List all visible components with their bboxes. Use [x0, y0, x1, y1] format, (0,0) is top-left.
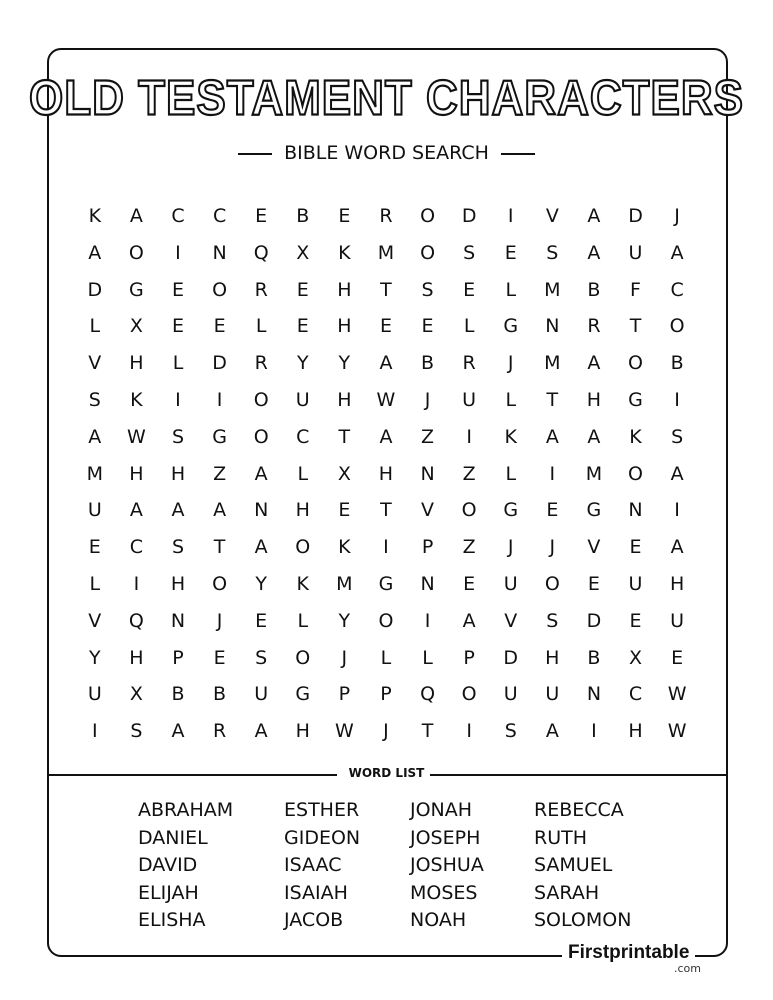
grid-letter[interactable]: G — [503, 499, 519, 522]
grid-letter[interactable]: G — [503, 315, 519, 338]
word-item: MOSES — [410, 881, 478, 904]
grid-letter[interactable]: O — [461, 683, 477, 706]
grid-letter[interactable]: H — [628, 720, 643, 743]
grid-letter[interactable]: A — [670, 241, 684, 264]
grid-letter[interactable]: I — [507, 205, 514, 227]
grid-letter[interactable]: V — [421, 499, 435, 522]
word-item: ABRAHAM — [138, 799, 234, 821]
grid-letter[interactable]: L — [172, 352, 184, 375]
grid-letter[interactable]: E — [255, 205, 268, 227]
grid-letter[interactable]: N — [212, 241, 227, 264]
grid-letter[interactable]: R — [254, 278, 268, 301]
word-item: DANIEL — [138, 826, 208, 849]
grid-letter[interactable]: M — [544, 278, 561, 301]
grid-letter[interactable]: H — [129, 462, 144, 485]
word-item: ELIJAH — [138, 881, 199, 904]
grid-letter[interactable]: E — [213, 315, 226, 338]
grid-letter[interactable]: H — [337, 278, 352, 301]
grid-letter[interactable]: H — [669, 572, 685, 595]
word-item: SOLOMON — [534, 909, 632, 931]
grid-letter[interactable]: S — [88, 388, 101, 411]
grid-letter[interactable]: A — [462, 609, 476, 632]
grid-letter[interactable]: S — [171, 425, 185, 448]
grid-letter[interactable]: F — [630, 278, 641, 301]
grid-letter[interactable]: J — [674, 205, 680, 227]
grid-letter[interactable]: A — [254, 462, 268, 485]
grid-letter[interactable]: I — [133, 572, 140, 595]
grid-letter[interactable]: I — [549, 462, 556, 485]
grid-letter[interactable]: A — [587, 205, 601, 227]
grid-letter[interactable]: W — [334, 720, 354, 743]
grid-letter[interactable]: X — [296, 241, 310, 264]
grid-letter[interactable]: E — [296, 278, 309, 301]
grid-letter[interactable]: L — [297, 462, 309, 485]
grid-letter[interactable]: A — [254, 536, 268, 559]
grid-letter[interactable]: O — [253, 425, 269, 448]
grid-letter[interactable]: A — [171, 499, 185, 522]
grid-letter[interactable]: L — [505, 388, 517, 411]
grid-letter[interactable]: L — [505, 278, 517, 301]
grid-letter[interactable]: K — [629, 425, 642, 448]
grid-letter[interactable]: C — [212, 205, 227, 227]
grid-letter[interactable]: A — [587, 241, 601, 264]
grid-letter[interactable]: R — [587, 315, 601, 338]
grid-letter[interactable]: G — [212, 425, 227, 448]
grid-letter[interactable]: W — [126, 425, 146, 448]
grid-letter[interactable]: N — [545, 315, 560, 338]
grid-letter[interactable]: B — [171, 683, 185, 706]
grid-letter[interactable]: W — [667, 720, 687, 743]
grid-letter[interactable]: U — [462, 388, 477, 411]
grid-letter[interactable]: Y — [338, 609, 351, 632]
grid-letter[interactable]: L — [89, 572, 101, 595]
grid-letter[interactable]: E — [546, 499, 559, 522]
grid-letter[interactable]: J — [383, 720, 389, 743]
grid-letter[interactable]: X — [337, 462, 351, 485]
grid-letter[interactable]: J — [549, 536, 556, 559]
grid-letter[interactable]: U — [670, 609, 685, 632]
grid-letter[interactable]: K — [88, 205, 102, 227]
divider — [238, 153, 272, 155]
grid-letter[interactable]: O — [212, 572, 228, 595]
grid-letter[interactable]: U — [254, 683, 269, 706]
grid-letter[interactable]: Q — [420, 683, 436, 706]
grid-letter[interactable]: K — [130, 388, 143, 411]
grid-letter[interactable]: A — [545, 425, 559, 448]
grid-letter[interactable]: N — [254, 499, 269, 522]
grid-letter[interactable]: S — [171, 536, 185, 559]
grid-letter[interactable]: I — [383, 536, 389, 559]
grid-letter[interactable]: D — [212, 352, 227, 375]
grid-letter[interactable]: A — [587, 352, 601, 375]
grid-letter[interactable]: Z — [213, 462, 227, 485]
grid-letter[interactable]: G — [295, 683, 311, 706]
grid-letter[interactable]: M — [336, 572, 353, 595]
grid-letter[interactable]: H — [129, 646, 144, 669]
grid-letter[interactable]: E — [463, 572, 476, 595]
word-column — [410, 797, 484, 935]
grid-letter[interactable]: S — [546, 241, 559, 264]
grid-letter[interactable]: D — [628, 205, 643, 227]
grid-letter[interactable]: H — [337, 388, 352, 411]
grid-letter[interactable]: L — [422, 646, 433, 669]
grid-letter[interactable]: B — [296, 205, 310, 227]
grid-letter[interactable]: E — [213, 646, 226, 669]
grid-letter[interactable]: S — [504, 720, 517, 743]
subtitle-text: BIBLE WORD SEARCH — [284, 142, 489, 164]
grid-letter[interactable]: R — [379, 205, 393, 227]
grid-letter[interactable]: Z — [462, 536, 476, 559]
grid-letter[interactable]: P — [421, 536, 434, 559]
grid-letter[interactable]: M — [86, 462, 103, 485]
grid-letter[interactable]: C — [296, 425, 310, 448]
grid-letter[interactable]: H — [129, 352, 144, 375]
grid-letter[interactable]: T — [380, 499, 392, 522]
grid-letter[interactable]: H — [545, 646, 560, 669]
grid-letter[interactable]: P — [380, 683, 392, 706]
grid-letter[interactable]: A — [171, 720, 185, 743]
grid-letter[interactable]: O — [378, 609, 394, 632]
grid-letter[interactable]: O — [253, 388, 269, 411]
grid-letter[interactable]: E — [587, 572, 600, 595]
grid-letter[interactable]: N — [420, 572, 435, 595]
grid-letter[interactable]: W — [667, 683, 687, 706]
grid-letter[interactable]: Y — [338, 352, 351, 375]
grid-letter[interactable]: L — [89, 315, 101, 338]
grid-letter[interactable]: R — [254, 352, 268, 375]
grid-letter[interactable]: L — [463, 315, 475, 338]
word-item: SARAH — [534, 881, 600, 904]
grid-letter[interactable]: A — [379, 425, 393, 448]
grid-letter[interactable]: P — [338, 683, 351, 706]
grid-letter[interactable]: O — [544, 572, 560, 595]
grid-letter[interactable]: G — [628, 388, 643, 411]
grid-letter[interactable]: I — [674, 388, 680, 411]
grid-letter[interactable]: V — [504, 609, 518, 632]
grid-letter[interactable]: T — [213, 536, 226, 559]
grid-letter[interactable]: U — [503, 683, 518, 706]
word-item: JOSEPH — [410, 826, 481, 849]
grid-letter[interactable]: K — [504, 425, 517, 448]
word-item: DAVID — [138, 854, 198, 876]
grid-letter[interactable]: X — [129, 315, 143, 338]
grid-letter[interactable]: J — [216, 609, 223, 632]
grid-letter[interactable]: I — [466, 720, 472, 743]
page-title: OLD TESTAMENT CHARACTERS — [29, 71, 744, 126]
grid-letter[interactable]: O — [420, 241, 436, 264]
grid-letter[interactable]: B — [213, 683, 227, 706]
grid-letter[interactable]: A — [670, 536, 684, 559]
grid-letter[interactable]: E — [463, 278, 476, 301]
grid-letter[interactable]: O — [420, 205, 436, 227]
grid-letter[interactable]: A — [254, 720, 268, 743]
grid-letter[interactable]: D — [503, 646, 519, 669]
grid-letter[interactable]: N — [170, 609, 186, 632]
grid-letter[interactable]: H — [378, 462, 394, 485]
grid-letter[interactable]: R — [212, 720, 227, 743]
grid-letter[interactable]: B — [421, 352, 435, 375]
grid-letter[interactable]: O — [628, 462, 643, 485]
grid-letter[interactable]: O — [295, 646, 311, 669]
word-item: JONAH — [410, 799, 473, 821]
grid-letter[interactable]: S — [421, 278, 434, 301]
word-item: REBECCA — [534, 799, 624, 821]
grid-letter[interactable]: C — [670, 278, 684, 301]
grid-letter[interactable]: S — [130, 720, 143, 743]
grid-letter[interactable]: U — [628, 572, 643, 595]
grid-letter[interactable]: D — [586, 609, 602, 632]
grid-letter[interactable]: H — [170, 572, 186, 595]
grid-letter[interactable]: S — [255, 646, 268, 669]
grid-letter[interactable]: V — [545, 205, 559, 227]
grid-letter[interactable]: I — [591, 720, 597, 743]
grid-letter[interactable]: K — [338, 536, 351, 559]
grid-letter[interactable]: R — [462, 352, 476, 375]
grid-letter[interactable]: E — [504, 241, 517, 264]
grid-letter[interactable]: E — [171, 278, 184, 301]
word-item: JOSHUA — [410, 854, 484, 876]
grid-letter[interactable]: X — [129, 683, 143, 706]
grid-letter[interactable]: I — [216, 388, 223, 411]
grid-letter[interactable]: A — [88, 425, 102, 448]
grid-letter[interactable]: E — [629, 609, 642, 632]
grid-letter[interactable]: O — [628, 352, 643, 375]
grid-letter[interactable]: S — [671, 425, 684, 448]
grid-letter[interactable]: N — [420, 462, 435, 485]
grid-letter[interactable]: P — [172, 646, 184, 669]
grid-letter[interactable]: O — [669, 315, 685, 338]
grid-letter[interactable]: H — [295, 720, 310, 743]
grid-letter[interactable]: A — [213, 499, 227, 522]
grid-letter[interactable]: U — [628, 241, 643, 264]
grid-letter[interactable]: C — [129, 536, 144, 559]
grid-letter[interactable]: I — [674, 499, 680, 522]
grid-letter[interactable]: E — [379, 315, 392, 338]
grid-letter[interactable]: A — [379, 352, 393, 375]
word-item: NOAH — [410, 909, 467, 931]
grid-letter[interactable]: I — [175, 388, 181, 411]
grid-letter[interactable]: C — [628, 683, 643, 706]
grid-letter[interactable]: T — [629, 315, 642, 338]
grid-letter[interactable]: H — [337, 315, 352, 338]
grid-letter[interactable]: A — [545, 720, 559, 743]
brand-logo: Firstprintable — [562, 942, 695, 964]
grid-letter[interactable]: D — [461, 205, 477, 227]
grid-letter[interactable]: Y — [255, 572, 267, 595]
grid-letter[interactable]: I — [424, 609, 431, 632]
grid-letter[interactable]: A — [670, 462, 684, 485]
grid-letter[interactable]: K — [338, 241, 351, 264]
word-column — [284, 797, 360, 935]
grid-letter[interactable]: B — [587, 278, 601, 301]
divider — [501, 153, 535, 155]
grid-letter[interactable]: H — [295, 499, 310, 522]
grid-letter[interactable]: Y — [296, 352, 309, 375]
grid-letter[interactable]: W — [376, 388, 396, 411]
grid-letter[interactable]: E — [171, 315, 184, 338]
grid-letter[interactable]: M — [585, 462, 603, 485]
grid-letter[interactable]: O — [212, 278, 228, 301]
grid-letter[interactable]: A — [88, 241, 102, 264]
word-item: ELISHA — [138, 909, 206, 931]
letter-grid — [74, 198, 698, 750]
word-item: ISAAC — [284, 854, 342, 876]
grid-letter[interactable]: L — [380, 646, 392, 669]
grid-letter[interactable]: S — [463, 241, 476, 264]
grid-letter[interactable]: J — [424, 388, 431, 411]
grid-letter[interactable]: E — [338, 499, 351, 522]
word-column — [534, 797, 631, 935]
word-item: ISAIAH — [284, 881, 348, 904]
grid-letter[interactable]: O — [128, 241, 144, 264]
grid-letter[interactable]: Q — [253, 241, 269, 264]
grid-letter[interactable]: Z — [462, 462, 476, 485]
grid-letter[interactable]: Q — [128, 609, 144, 632]
grid-letter[interactable]: U — [503, 572, 518, 595]
grid-letter[interactable]: N — [628, 499, 643, 522]
grid-letter[interactable]: T — [380, 278, 392, 301]
grid-letter[interactable]: Z — [421, 425, 435, 448]
grid-letter[interactable]: E — [255, 609, 268, 632]
grid-letter[interactable]: E — [671, 646, 684, 669]
grid-letter[interactable]: J — [507, 352, 514, 375]
grid-letter[interactable]: L — [505, 462, 517, 485]
grid-letter[interactable]: H — [170, 462, 186, 485]
grid-letter[interactable]: G — [586, 499, 602, 522]
grid-letter[interactable]: S — [546, 609, 559, 632]
grid-letter[interactable]: N — [586, 683, 602, 706]
grid-letter[interactable]: V — [587, 536, 601, 559]
grid-letter[interactable]: G — [129, 278, 144, 301]
grid-letter[interactable]: A — [129, 499, 143, 522]
grid-letter[interactable]: M — [544, 352, 561, 375]
grid-letter[interactable]: P — [463, 646, 475, 669]
grid-letter[interactable]: T — [338, 425, 351, 448]
brand-suffix: .com — [674, 962, 701, 975]
grid-letter[interactable]: E — [629, 536, 642, 559]
grid-letter[interactable]: E — [338, 205, 351, 227]
subtitle — [0, 142, 773, 164]
grid-letter[interactable]: B — [670, 352, 684, 375]
word-item: RUTH — [534, 826, 588, 849]
grid-letter[interactable]: J — [507, 536, 514, 559]
word-item: JACOB — [284, 909, 344, 931]
grid-letter[interactable]: T — [546, 388, 559, 411]
word-list-label-text: WORD LIST — [343, 766, 431, 780]
grid-letter[interactable]: V — [88, 609, 102, 632]
grid-letter[interactable]: L — [255, 315, 267, 338]
grid-letter[interactable]: B — [587, 646, 601, 669]
grid-letter[interactable]: C — [171, 205, 185, 227]
grid-letter[interactable]: U — [87, 683, 102, 706]
grid-letter[interactable]: V — [88, 352, 102, 375]
grid-letter[interactable]: T — [421, 720, 434, 743]
grid-letter[interactable]: K — [296, 572, 309, 595]
grid-letter[interactable]: O — [461, 499, 477, 522]
grid-letter[interactable]: L — [297, 609, 309, 632]
grid-letter[interactable]: Y — [88, 646, 101, 669]
grid-letter[interactable]: U — [87, 499, 102, 522]
grid-letter[interactable]: A — [587, 425, 601, 448]
grid-letter[interactable]: E — [421, 315, 434, 338]
grid-letter[interactable]: E — [88, 536, 101, 559]
grid-letter[interactable]: H — [586, 388, 602, 411]
grid-letter[interactable]: I — [91, 720, 98, 743]
grid-letter[interactable]: E — [296, 315, 309, 338]
grid-letter[interactable]: J — [341, 646, 348, 669]
grid-letter[interactable]: G — [378, 572, 394, 595]
word-item: GIDEON — [284, 826, 361, 849]
grid-letter[interactable]: D — [87, 278, 103, 301]
grid-letter[interactable]: U — [545, 683, 560, 706]
grid-letter[interactable]: M — [377, 241, 395, 264]
word-column — [138, 797, 233, 935]
grid-letter[interactable]: U — [295, 388, 310, 411]
grid-letter[interactable]: O — [295, 536, 311, 559]
word-list-label — [0, 766, 773, 780]
grid-letter[interactable]: I — [466, 425, 472, 448]
grid-letter[interactable]: A — [129, 205, 143, 227]
grid-letter[interactable]: X — [629, 646, 643, 669]
word-item: ESTHER — [284, 799, 360, 821]
grid-letter[interactable]: I — [175, 241, 181, 264]
word-item: SAMUEL — [534, 854, 613, 876]
